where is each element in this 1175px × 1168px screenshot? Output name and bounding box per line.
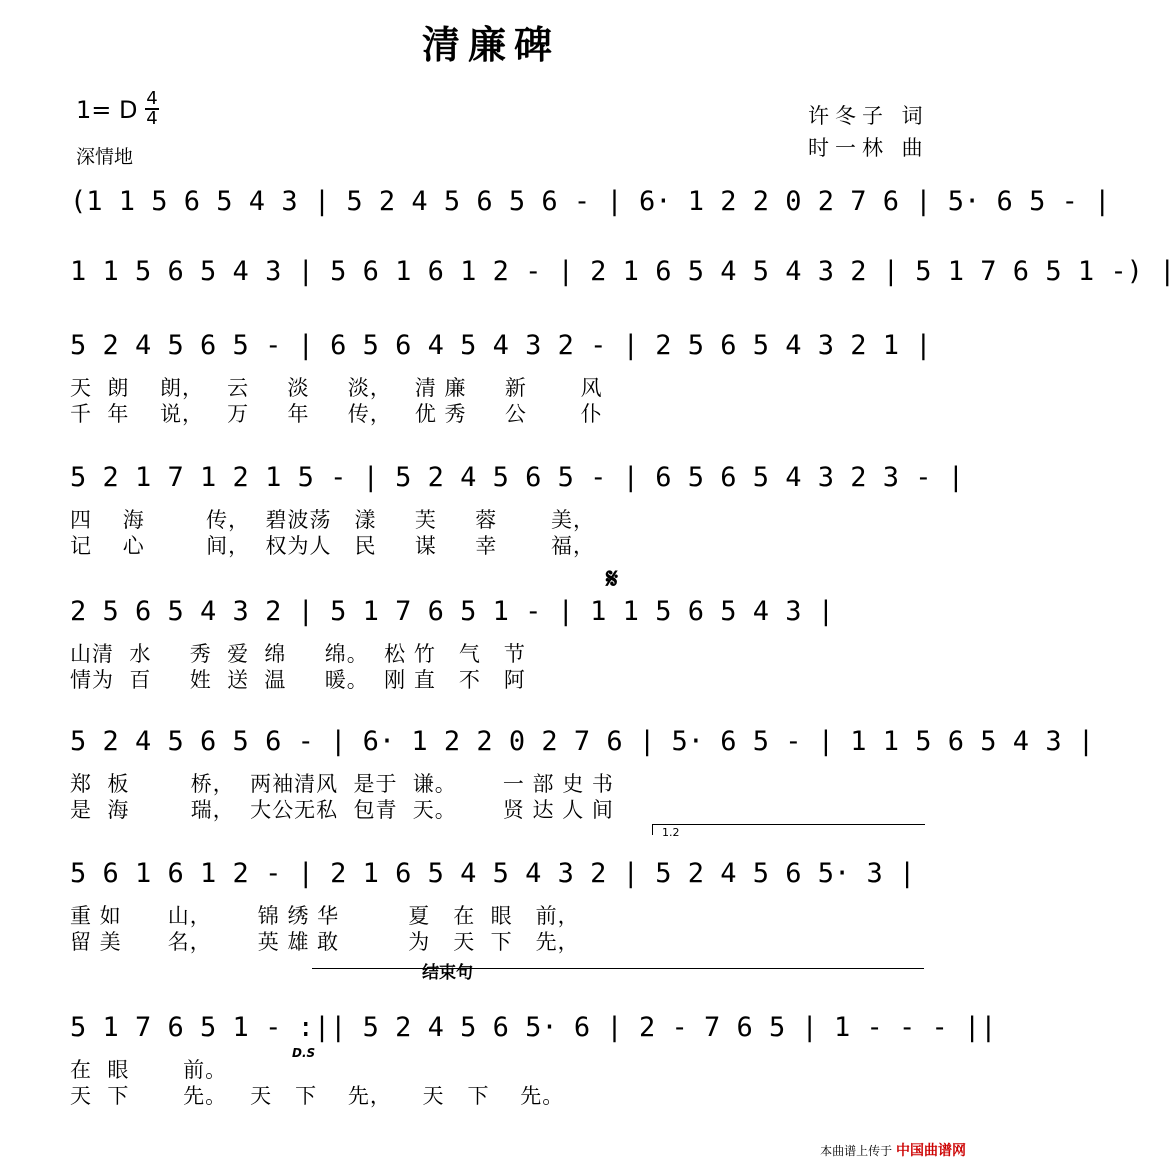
ds-marking: D.S — [292, 1046, 316, 1060]
lyric-line-2: 是 海 瑞， 大公无私 包青 天。 贤 达 人 间 — [70, 798, 614, 822]
footer — [820, 1140, 966, 1160]
time-bottom: 4 — [146, 108, 158, 129]
composer-credit: 时一林 曲 — [808, 136, 929, 160]
notes-line: 5 6 1 6 1 2 - | 2 1 6 5 4 5 4 3 2 | 5 2 4 5 6 5· 3 | — [70, 858, 916, 889]
time-signature — [142, 90, 162, 128]
lyric-line-2: 情为 百 姓 送 温 暖。 刚 直 不 阿 — [70, 668, 526, 692]
notes-line: (1 1 5 6 5 4 3 | 5 2 4 5 6 5 6 - | 6· 1 2 2 0 2 7 6 | 5· 6 5 - | — [70, 186, 1111, 217]
segno-icon: 𝄋 — [606, 562, 619, 595]
ending-bracket — [312, 968, 924, 969]
lyric-line-1: 四 海 传， 碧波荡 漾 芙 蓉 美， — [70, 508, 595, 532]
lyric-line-2: 天 下 先。 天 下 先， 天 下 先。 — [70, 1084, 565, 1108]
lyric-line-1: 郑 板 桥， 两袖清风 是于 谦。 一 部 史 书 — [70, 772, 614, 796]
lyric-line-1: 在 眼 前。 — [70, 1058, 228, 1082]
volta-bracket — [652, 824, 925, 835]
volta-label: 1.2 — [662, 826, 680, 839]
notes-line: 5 2 1 7 1 2 1 5 - | 5 2 4 5 6 5 - | 6 5 6 5 4 3 2 3 - | — [70, 462, 965, 493]
lyric-line-2: 千 年 说， 万 年 传， 优 秀 公 仆 — [70, 402, 603, 426]
notes-line: 5 2 4 5 6 5 - | 6 5 6 4 5 4 3 2 - | 2 5 6 5 4 3 2 1 | — [70, 330, 932, 361]
lyric-line-2: 留 美 名， 英 雄 敢 为 天 下 先， — [70, 930, 580, 954]
notes-line: 5 1 7 6 5 1 - :|| 5 2 4 5 6 5· 6 | 2 - 7 6 5 | 1 - - - || — [70, 1012, 997, 1043]
page-title: 清廉碑 — [421, 23, 560, 67]
time-top: 4 — [146, 88, 158, 109]
notes-line: 5 2 4 5 6 5 6 - | 6· 1 2 2 0 2 7 6 | 5· 6 5 - | 1 1 5 6 5 4 3 | — [70, 726, 1095, 757]
tempo-marking: 深情地 — [76, 146, 134, 168]
lyric-line-1: 山清 水 秀 爱 绵 绵。 松 竹 气 节 — [70, 642, 526, 666]
lyricist-credit: 许冬子 词 — [808, 104, 929, 128]
key-signature: 1= D — [76, 96, 138, 124]
notes-line: 2 5 6 5 4 3 2 | 5 1 7 6 5 1 - | 1 1 5 6 5 4 3 | — [70, 596, 835, 627]
footer-prefix: 本曲谱上传于 — [820, 1144, 893, 1158]
lyric-line-1: 天 朗 朗， 云 淡 淡， 清 廉 新 风 — [70, 376, 603, 400]
footer-site: 中国曲谱网 — [896, 1143, 966, 1159]
lyric-line-1: 重 如 山， 锦 绣 华 夏 在 眼 前， — [70, 904, 580, 928]
ending-label: 结束句 — [418, 958, 477, 983]
notes-line: 1 1 5 6 5 4 3 | 5 6 1 6 1 2 - | 2 1 6 5 4 5 4 3 2 | 5 1 7 6 5 1 -) | — [70, 256, 1175, 287]
lyric-line-2: 记 心 间， 权为人 民 谋 幸 福， — [70, 534, 595, 558]
